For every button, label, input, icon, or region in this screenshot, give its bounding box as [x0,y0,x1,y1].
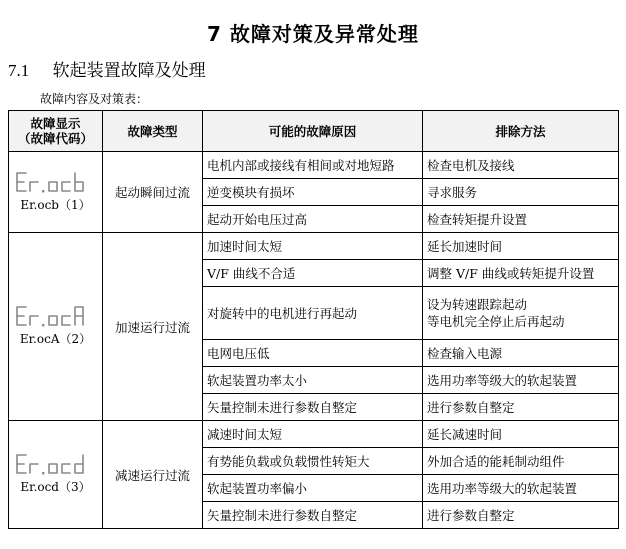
display-glyph-c [62,182,70,191]
section-title: 软起装置故障及处理 [52,61,206,81]
display-dot [42,190,44,192]
display-glyph-r [30,464,38,473]
fault-remedy-cell: 延长加速时间 [423,233,619,260]
fault-remedy-cell: 选用功率等级大的软起装置 [423,475,619,502]
display-dot [42,324,44,326]
fault-type-cell: 加速运行过流 [103,233,203,421]
fault-code-label: Er.ocd（3） [20,480,91,494]
fault-cause-cell: 逆变模块有损坏 [203,179,423,206]
fault-cause-cell: 对旋转中的电机进行再起动 [203,287,423,340]
fault-table [8,110,619,529]
fault-cause-cell: 有势能负载或负载惯性转矩大 [203,448,423,475]
display-glyph-A [75,307,83,325]
header-remedy: 排除方法 [423,111,619,152]
fault-cause-cell: 软起装置功率太小 [203,367,423,394]
display-glyph-o [49,182,57,191]
fault-display-cell [9,233,103,421]
display-glyph-E [17,307,26,325]
display-glyph-o [49,464,57,473]
table-row [9,152,619,179]
header-fault-display: 故障显示 （故障代码） [9,111,103,152]
display-glyph-E [17,173,26,191]
fault-code-display [14,306,98,328]
display-glyph-r [30,316,38,325]
display-glyph-r [30,182,38,191]
fault-remedy-cell: 检查电机及接线 [423,152,619,179]
fault-remedy-cell: 进行参数自整定 [423,394,619,421]
table-intro: 故障内容及对策表： [40,92,149,106]
fault-cause-cell: 电网电压低 [203,340,423,367]
fault-remedy-cell: 外加合适的能耗制动组件 [423,448,619,475]
fault-cause-cell: V/F 曲线不合适 [203,260,423,287]
fault-remedy-cell: 设为转速跟踪起动 等电机完全停止后再起动 [423,287,619,340]
section-number: 7.1 [8,61,30,80]
display-glyph-E [17,455,26,473]
fault-code-label: Er.ocA（2） [19,332,92,346]
fault-code-label: Er.ocb（1） [20,197,91,212]
fault-remedy-cell: 延长减速时间 [423,421,619,448]
fault-cause-cell: 软起装置功率偏小 [203,475,423,502]
fault-cause-cell: 矢量控制未进行参数自整定 [203,502,423,529]
fault-remedy-cell: 进行参数自整定 [423,502,619,529]
fault-cause-cell: 加速时间太短 [203,233,423,260]
fault-remedy-cell: 寻求服务 [423,179,619,206]
fault-type-cell: 起动瞬间过流 [103,152,203,233]
display-dot [42,472,44,474]
display-glyph-b [75,173,83,191]
display-glyph-c [62,316,70,325]
fault-remedy-cell: 选用功率等级大的软起装置 [423,367,619,394]
fault-remedy-cell: 检查输入电源 [423,340,619,367]
header-fault-type: 故障类型 [103,111,203,152]
display-glyph-o [49,316,57,325]
fault-remedy-cell: 调整 V/F 曲线或转矩提升设置 [423,260,619,287]
fault-code-display [14,172,98,194]
section-heading [8,56,206,81]
chapter-title: 7 故障对策及异常处理 [207,22,419,46]
fault-display-cell [9,152,103,233]
display-glyph-d [75,455,83,473]
fault-remedy-cell: 检查转矩提升设置 [423,206,619,233]
fault-cause-cell: 电机内部或接线有相间或对地短路 [203,152,423,179]
table-row [9,421,619,448]
fault-display-cell [9,421,103,529]
table-header-row [9,111,619,152]
fault-cause-cell: 起动开始电压过高 [203,206,423,233]
display-glyph-c [62,464,70,473]
fault-code-display [14,454,98,476]
header-cause: 可能的故障原因 [203,111,423,152]
fault-type-cell: 减速运行过流 [103,421,203,529]
table-row [9,233,619,260]
fault-cause-cell: 矢量控制未进行参数自整定 [203,394,423,421]
fault-cause-cell: 减速时间太短 [203,421,423,448]
